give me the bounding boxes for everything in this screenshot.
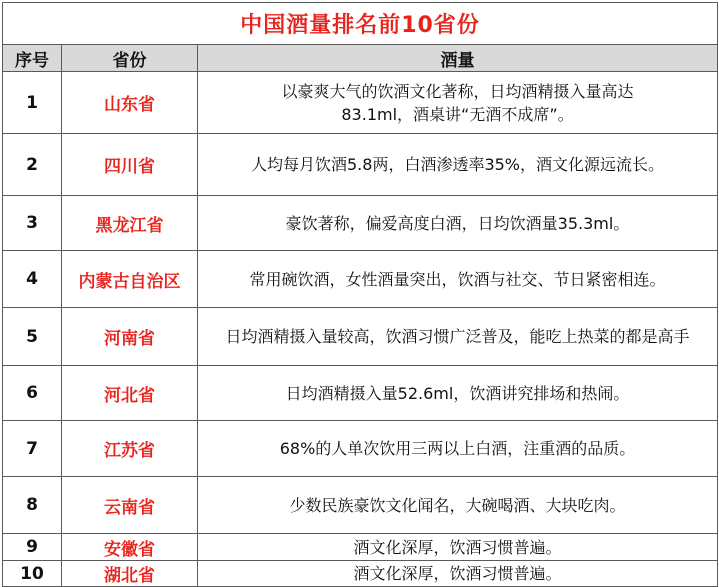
row-number: 9 xyxy=(3,534,62,561)
row-number: 7 xyxy=(3,421,62,477)
column-header-desc: 酒量 xyxy=(198,45,718,72)
province-name: 四川省 xyxy=(62,134,198,196)
table-row xyxy=(3,196,718,251)
row-number: 6 xyxy=(3,366,62,421)
row-number: 4 xyxy=(3,251,62,308)
province-description: 酒文化深厚，饮酒习惯普遍。 xyxy=(198,561,718,587)
row-number: 8 xyxy=(3,477,62,534)
province-name: 江苏省 xyxy=(62,421,198,477)
table-row xyxy=(3,366,718,421)
province-name: 河南省 xyxy=(62,308,198,366)
province-name: 黑龙江省 xyxy=(62,196,198,251)
table-title: 中国酒量排名前10省份 xyxy=(3,3,718,45)
province-description: 日均酒精摄入量52.6ml，饮酒讲究排场和热闹。 xyxy=(198,366,718,421)
table-row xyxy=(3,534,718,561)
table-row xyxy=(3,477,718,534)
province-name: 湖北省 xyxy=(62,561,198,587)
table-row xyxy=(3,251,718,308)
row-number: 5 xyxy=(3,308,62,366)
ranking-table xyxy=(2,2,718,587)
row-number: 1 xyxy=(3,72,62,134)
header-row xyxy=(3,45,718,72)
province-name: 云南省 xyxy=(62,477,198,534)
spreadsheet xyxy=(2,2,717,586)
province-name: 内蒙古自治区 xyxy=(62,251,198,308)
province-description: 以豪爽大气的饮酒文化著称，日均酒精摄入量高达83.1ml，酒桌讲“无酒不成席”。 xyxy=(281,81,634,124)
province-description: 常用碗饮酒，女性酒量突出，饮酒与社交、节日紧密相连。 xyxy=(198,251,718,308)
table-row xyxy=(3,421,718,477)
province-description: 人均每月饮酒5.8两，白酒渗透率35%，酒文化源远流长。 xyxy=(198,134,718,196)
title-row xyxy=(3,3,718,45)
province-name: 河北省 xyxy=(62,366,198,421)
province-description: 68%的人单次饮用三两以上白酒，注重酒的品质。 xyxy=(198,421,718,477)
column-header-no: 序号 xyxy=(3,45,62,72)
province-description: 酒文化深厚，饮酒习惯普遍。 xyxy=(198,534,718,561)
province-description: 日均酒精摄入量较高，饮酒习惯广泛普及，能吃上热菜的都是高手 xyxy=(198,308,718,366)
row-number: 10 xyxy=(3,561,62,587)
province-name: 山东省 xyxy=(62,72,198,134)
table-row xyxy=(3,72,718,134)
column-header-province: 省份 xyxy=(62,45,198,72)
row-number: 3 xyxy=(3,196,62,251)
table-row xyxy=(3,308,718,366)
province-name: 安徽省 xyxy=(62,534,198,561)
table-row xyxy=(3,561,718,587)
province-description: 少数民族豪饮文化闻名，大碗喝酒、大块吃肉。 xyxy=(198,477,718,534)
province-description: 豪饮著称，偏爱高度白酒，日均饮酒量35.3ml。 xyxy=(198,196,718,251)
row-number: 2 xyxy=(3,134,62,196)
table-row xyxy=(3,134,718,196)
